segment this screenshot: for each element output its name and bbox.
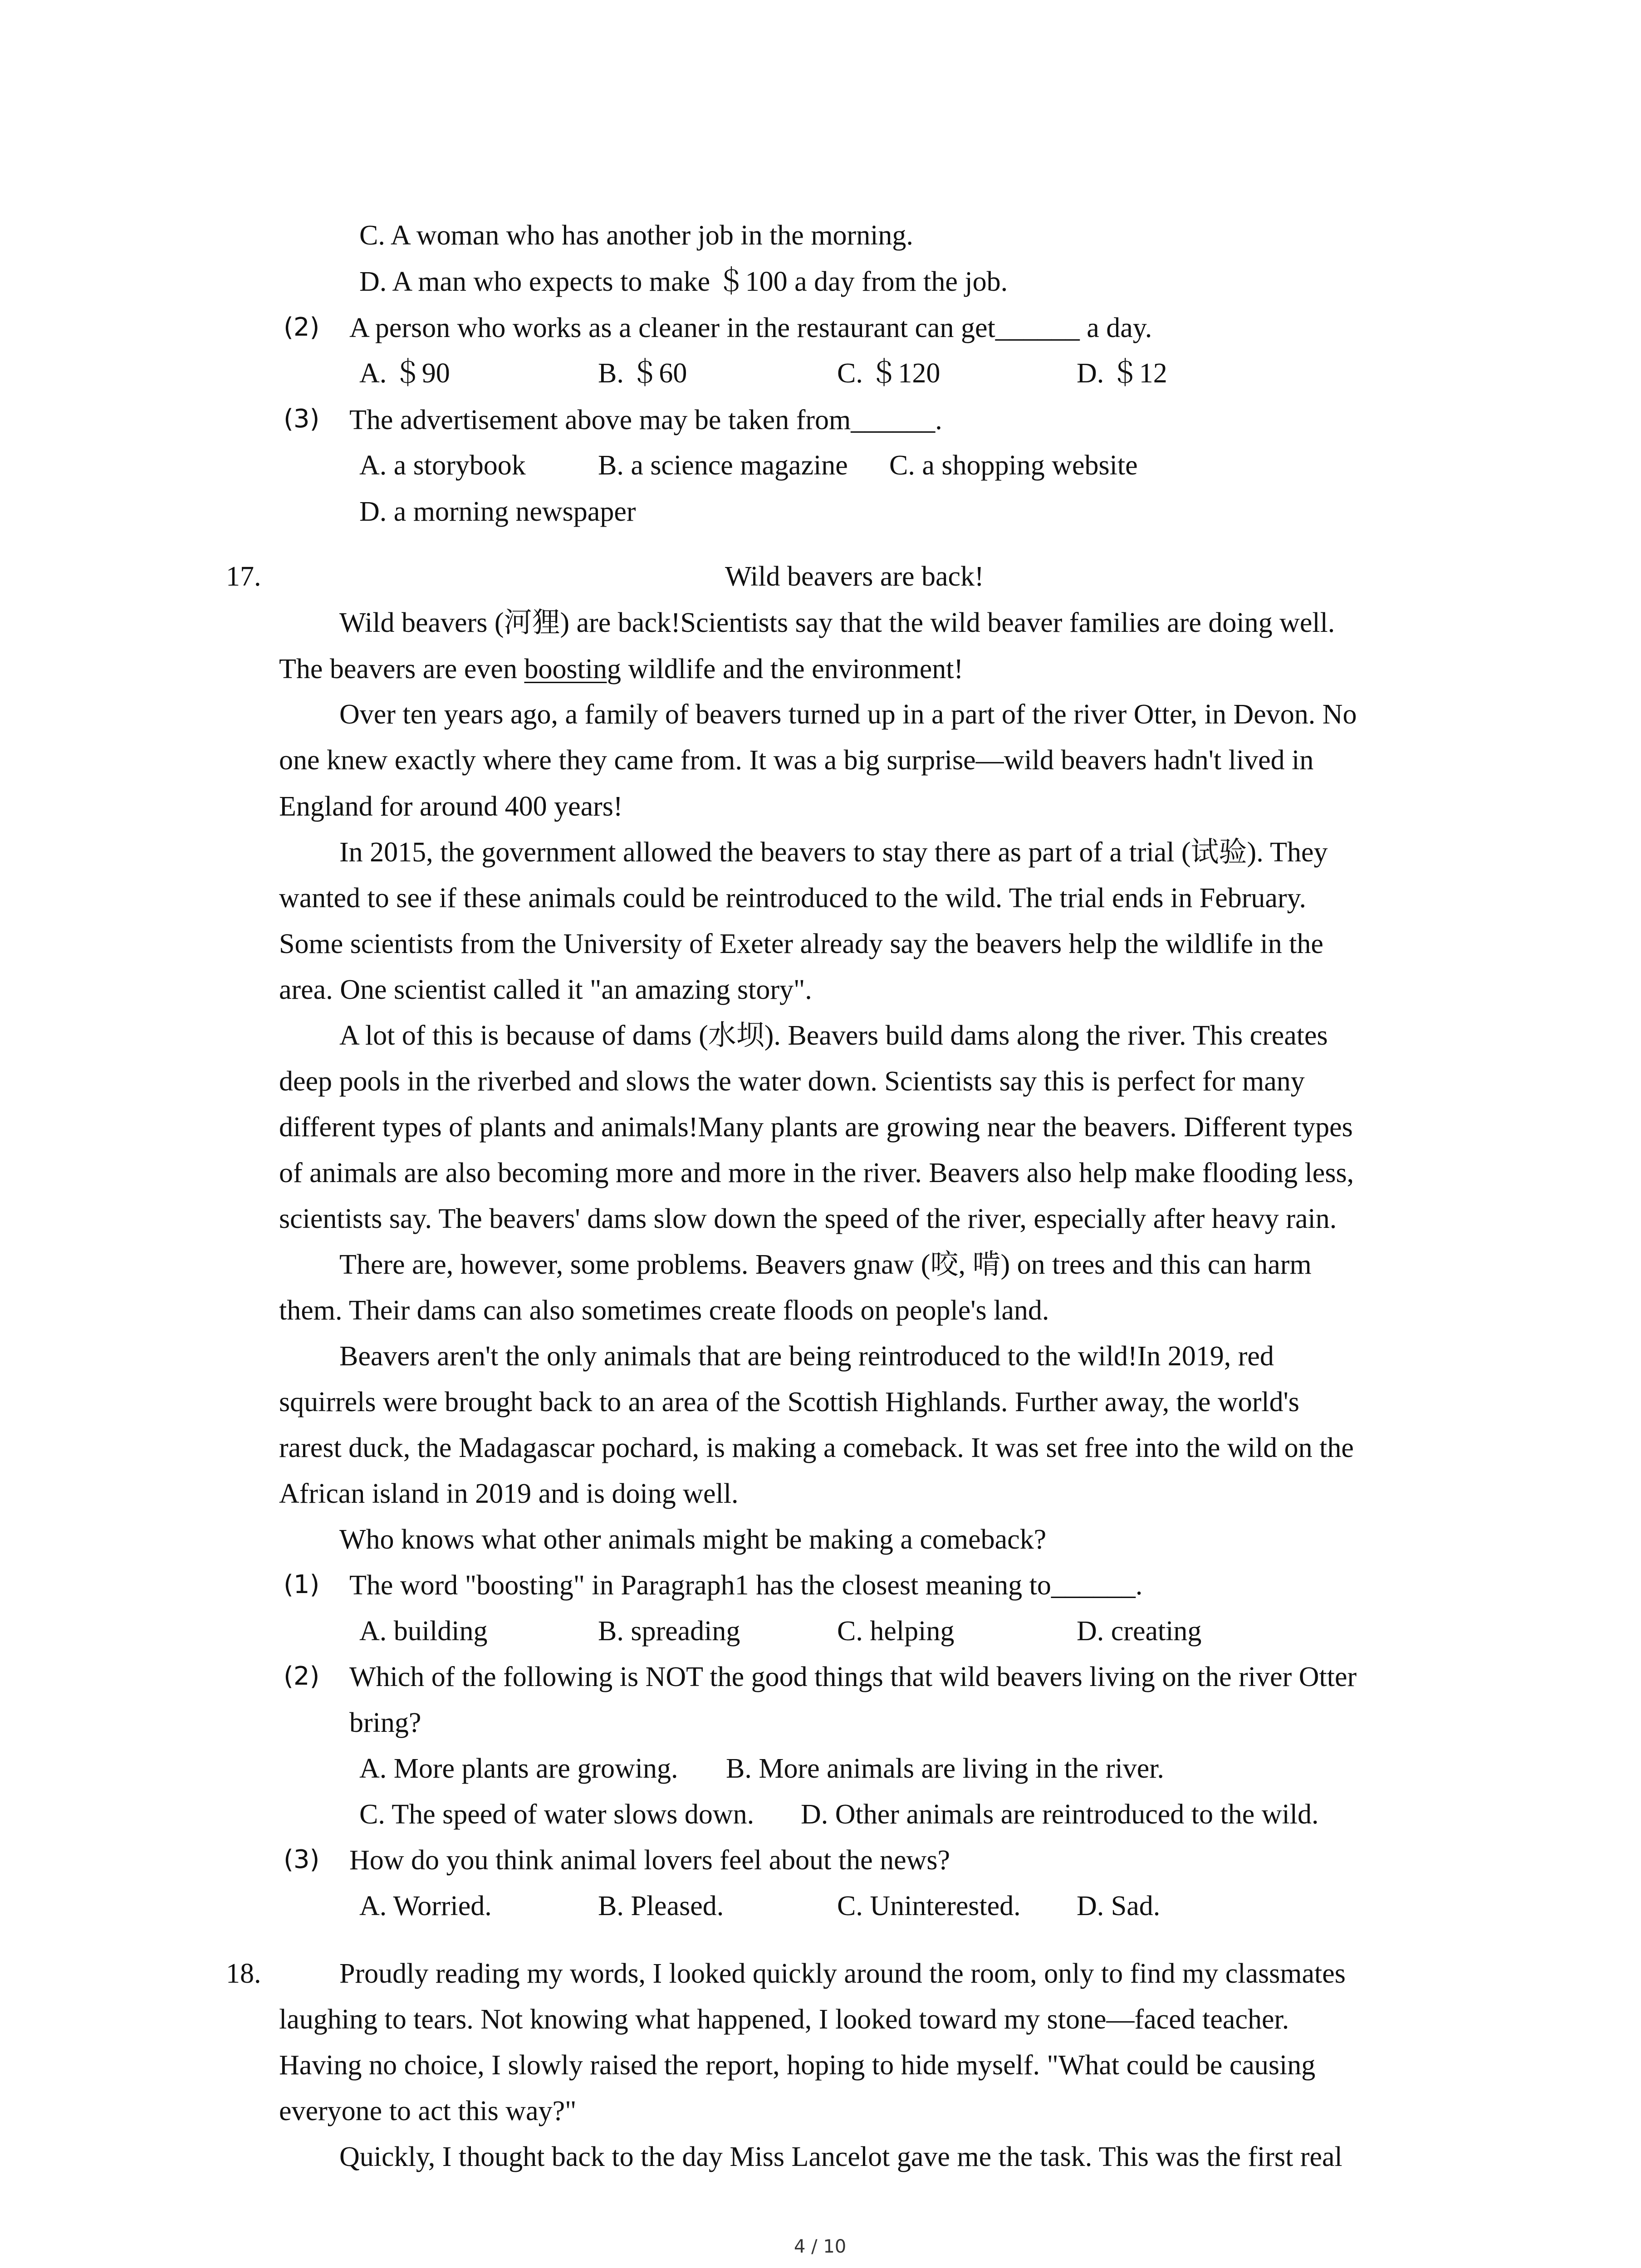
q16-sub2-number: (2): [284, 313, 320, 342]
q17-title: Wild beavers are back!: [725, 561, 984, 592]
q17-p4-line5: scientists say. The beavers' dams slow down the speed of the river, especially after heavy rain.: [279, 1203, 1337, 1234]
underlined-word-boosting: boosting: [524, 654, 622, 684]
q17-p3-line2: wanted to see if these animals could be reintroduced to the wild. The trial ends in February.: [279, 883, 1307, 914]
q16-sub2-option-b: B. ＄60: [598, 358, 687, 389]
q17-sub1-stem: The word "boosting" in Paragraph1 has the closest meaning to______.: [349, 1570, 1143, 1601]
q17-p1-line2: [279, 655, 963, 683]
q17-p4-line4: of animals are also becoming more and more in the river. Beavers also help make flooding less,: [279, 1158, 1354, 1188]
q18-line3: Having no choice, I slowly raised the report, hoping to hide myself. "What could be causing: [279, 2050, 1316, 2081]
q16-sub3-option-d: D. a morning newspaper: [359, 496, 636, 527]
q18-line1: Proudly reading my words, I looked quickly around the room, only to find my classmates: [339, 1958, 1346, 1989]
q17-sub3-option-d: D. Sad.: [1077, 1891, 1161, 1921]
q17-sub2-stem-line1: Which of the following is NOT the good things that wild beavers living on the river Otter: [349, 1662, 1357, 1692]
q17-sub1-option-b: B. spreading: [598, 1616, 740, 1647]
q17-p6-line4: African island in 2019 and is doing well.: [279, 1478, 739, 1509]
q18-number: 18.: [226, 1958, 261, 1989]
q17-sub3-option-a: A. Worried.: [359, 1891, 492, 1921]
q17-p5-line1: There are, however, some problems. Beavers gnaw (咬, 啃) on trees and this can harm: [339, 1249, 1312, 1280]
q17-p3-line3: Some scientists from the University of Exeter already say the beavers help the wildlife in the: [279, 929, 1323, 959]
q16-option-d: D. A man who expects to make ＄100 a day from the job.: [359, 266, 1008, 297]
q17-sub2-number: (2): [284, 1662, 320, 1691]
q17-p4-line1: A lot of this is because of dams (水坝). Beavers build dams along the river. This creates: [339, 1020, 1328, 1051]
q17-sub2-option-b: B. More animals are living in the river.: [726, 1753, 1164, 1784]
q17-sub3-stem: How do you think animal lovers feel about the news?: [349, 1845, 950, 1876]
q17-p6-line3: rarest duck, the Madagascar pochard, is making a comeback. It was set free into the wild on the: [279, 1432, 1354, 1463]
q18-line2: laughing to tears. Not knowing what happened, I looked toward my stone—faced teacher.: [279, 2004, 1289, 2035]
q17-sub3-option-c: C. Uninterested.: [837, 1891, 1021, 1921]
q17-p6-line1: Beavers aren't the only animals that are being reintroduced to the wild!In 2019, red: [339, 1341, 1274, 1372]
q16-sub3-option-b: B. a science magazine: [598, 450, 848, 481]
q17-sub1-option-a: A. building: [359, 1616, 488, 1647]
q17-p6-line2: squirrels were brought back to an area of the Scottish Highlands. Further away, the world's: [279, 1387, 1299, 1418]
q18-line5: Quickly, I thought back to the day Miss Lancelot gave me the task. This was the first real: [339, 2141, 1342, 2172]
q17-p4-line2: deep pools in the riverbed and slows the water down. Scientists say this is perfect for many: [279, 1066, 1305, 1097]
q16-sub3-number: (3): [284, 404, 320, 434]
q17-sub2-stem-line2: bring?: [349, 1707, 421, 1738]
q17-sub3-option-b: B. Pleased.: [598, 1891, 724, 1921]
q16-sub2-option-c: C. ＄120: [837, 358, 941, 389]
q17-sub1-option-c: C. helping: [837, 1616, 955, 1647]
q17-p2-line2: one knew exactly where they came from. It was a big surprise—wild beavers hadn't lived in: [279, 745, 1314, 776]
q17-p2-line3: England for around 400 years!: [279, 791, 623, 822]
q17-sub3-number: (3): [284, 1845, 320, 1874]
q17-p3-line4: area. One scientist called it "an amazing story".: [279, 974, 812, 1005]
q16-sub2-option-d: D. ＄12: [1077, 358, 1167, 389]
q16-sub2-stem: A person who works as a cleaner in the restaurant can get______ a day.: [349, 313, 1152, 343]
q18-line4: everyone to act this way?": [279, 2096, 577, 2126]
q17-sub1-number: (1): [284, 1570, 320, 1599]
q17-sub1-option-d: D. creating: [1077, 1616, 1202, 1647]
q17-p5-line2: them. Their dams can also sometimes create floods on people's land.: [279, 1295, 1049, 1326]
q16-sub2-option-a: A. ＄90: [359, 358, 450, 389]
q17-p3-line1: In 2015, the government allowed the beavers to stay there as part of a trial (试验). They: [339, 837, 1328, 868]
q17-number: 17.: [226, 561, 261, 592]
q17-p7-line1: Who knows what other animals might be making a comeback?: [339, 1524, 1047, 1555]
q17-p1-text: The beavers are even: [279, 654, 524, 684]
q17-p1-line1: Wild beavers (河狸) are back!Scientists say that the wild beaver families are doing well.: [339, 607, 1335, 638]
page-number: 4 / 10: [794, 2236, 847, 2257]
q16-option-c: C. A woman who has another job in the morning.: [359, 220, 913, 251]
q17-sub2-option-d: D. Other animals are reintroduced to the wild.: [801, 1799, 1319, 1830]
q17-sub2-option-c: C. The speed of water slows down.: [359, 1799, 754, 1830]
q16-sub3-option-a: A. a storybook: [359, 450, 526, 481]
q17-p2-line1: Over ten years ago, a family of beavers turned up in a part of the river Otter, in Devon. No: [339, 699, 1357, 730]
q16-sub3-option-c: C. a shopping website: [889, 450, 1138, 481]
q17-p4-line3: different types of plants and animals!Many plants are growing near the beavers. Different types: [279, 1112, 1353, 1143]
q17-p1-text-end: wildlife and the environment!: [621, 654, 964, 684]
q17-sub2-option-a: A. More plants are growing.: [359, 1753, 678, 1784]
q16-sub3-stem: The advertisement above may be taken from______.: [349, 405, 942, 435]
